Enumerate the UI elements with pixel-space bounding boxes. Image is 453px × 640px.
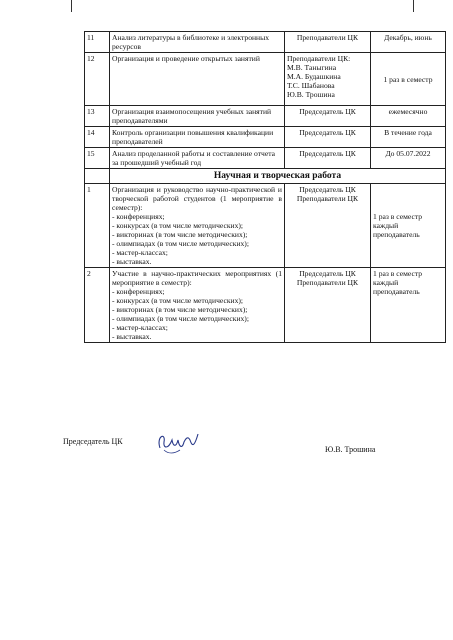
table-row [85,184,446,268]
responsible-cell: Председатель ЦК [285,127,371,148]
list-item: - выставках. [112,332,152,341]
signature-icon [154,428,202,458]
page-edge-mark [71,0,72,12]
deadline-cell: До 05.07.2022 [371,148,446,169]
responsible-cell: Председатель ЦК [285,148,371,169]
table-row [85,53,446,106]
deadline-cell: ежемесячно [371,106,446,127]
list-item: - конференциях; [112,212,165,221]
responsible-cell: Председатель ЦК Преподаватели ЦК [285,184,371,268]
table-row [85,127,446,148]
activity-cell [110,184,285,268]
activity-cell [110,268,285,343]
list-item: - выставках. [112,257,152,266]
row-number: 1 [85,184,110,268]
activity-intro: Организация и руководство научно-практической и творческой работой студентов (1 мероприятие в семестр): [112,185,282,212]
row-number: 11 [85,32,110,53]
list-item: - мастер-классах; [112,323,168,332]
activity-cell: Анализ литературы в библиотеке и электронных ресурсов [110,32,285,53]
table-row [85,106,446,127]
list-item: - конкурсах (в том числе методических); [112,296,244,305]
table-row [85,268,446,343]
section-title: Научная и творческая работа [110,169,446,184]
list-item: - мастер-классах; [112,248,168,257]
section-row [85,169,446,184]
activity-cell: Организация и проведение открытых занятий [110,53,285,106]
list-item: - олимпиадах (в том числе методических); [112,239,249,248]
row-number: 14 [85,127,110,148]
activity-cell: Организация взаимопосещения учебных занятий преподавателями [110,106,285,127]
list-item: - конференциях; [112,287,165,296]
activity-list [112,212,282,266]
activity-cell: Контроль организации повышения квалификации преподавателей [110,127,285,148]
responsible-cell: Преподаватели ЦК: М.В. Таныгина М.А. Будашкина Т.С. Шабанова Ю.В. Трошина [285,53,371,106]
table-row [85,32,446,53]
row-number: 15 [85,148,110,169]
list-item: - олимпиадах (в том числе методических); [112,314,249,323]
list-item: - конкурсах (в том числе методических); [112,221,244,230]
deadline-cell: 1 раз в семестр [371,53,446,106]
footer-signatory-name: Ю.В. Трошина [325,445,376,454]
row-number: 2 [85,268,110,343]
responsible-cell: Преподаватели ЦК [285,32,371,53]
page-edge-mark [413,0,414,12]
responsible-cell: Председатель ЦК Преподаватели ЦК [285,268,371,343]
deadline-cell: 1 раз в семестр каждый преподаватель [371,268,446,343]
deadline-cell: В течение года [371,127,446,148]
footer-chair-label: Председатель ЦК [63,437,123,446]
row-number: 12 [85,53,110,106]
deadline-cell: 1 раз в семестр каждый преподаватель [371,184,446,268]
activity-intro: Участие в научно-практических мероприятиях (1 мероприятие в семестр): [112,269,282,287]
activity-cell: Анализ проделанной работы и составление отчета за прошедший учебный год [110,148,285,169]
activity-list [112,287,282,341]
responsible-cell: Председатель ЦК [285,106,371,127]
table-row [85,148,446,169]
list-item: - викторинах (в том числе методических); [112,230,248,239]
plan-table [84,31,446,343]
deadline-cell: Декабрь, июнь [371,32,446,53]
list-item: - викторинах (в том числе методических); [112,305,248,314]
row-number: 13 [85,106,110,127]
